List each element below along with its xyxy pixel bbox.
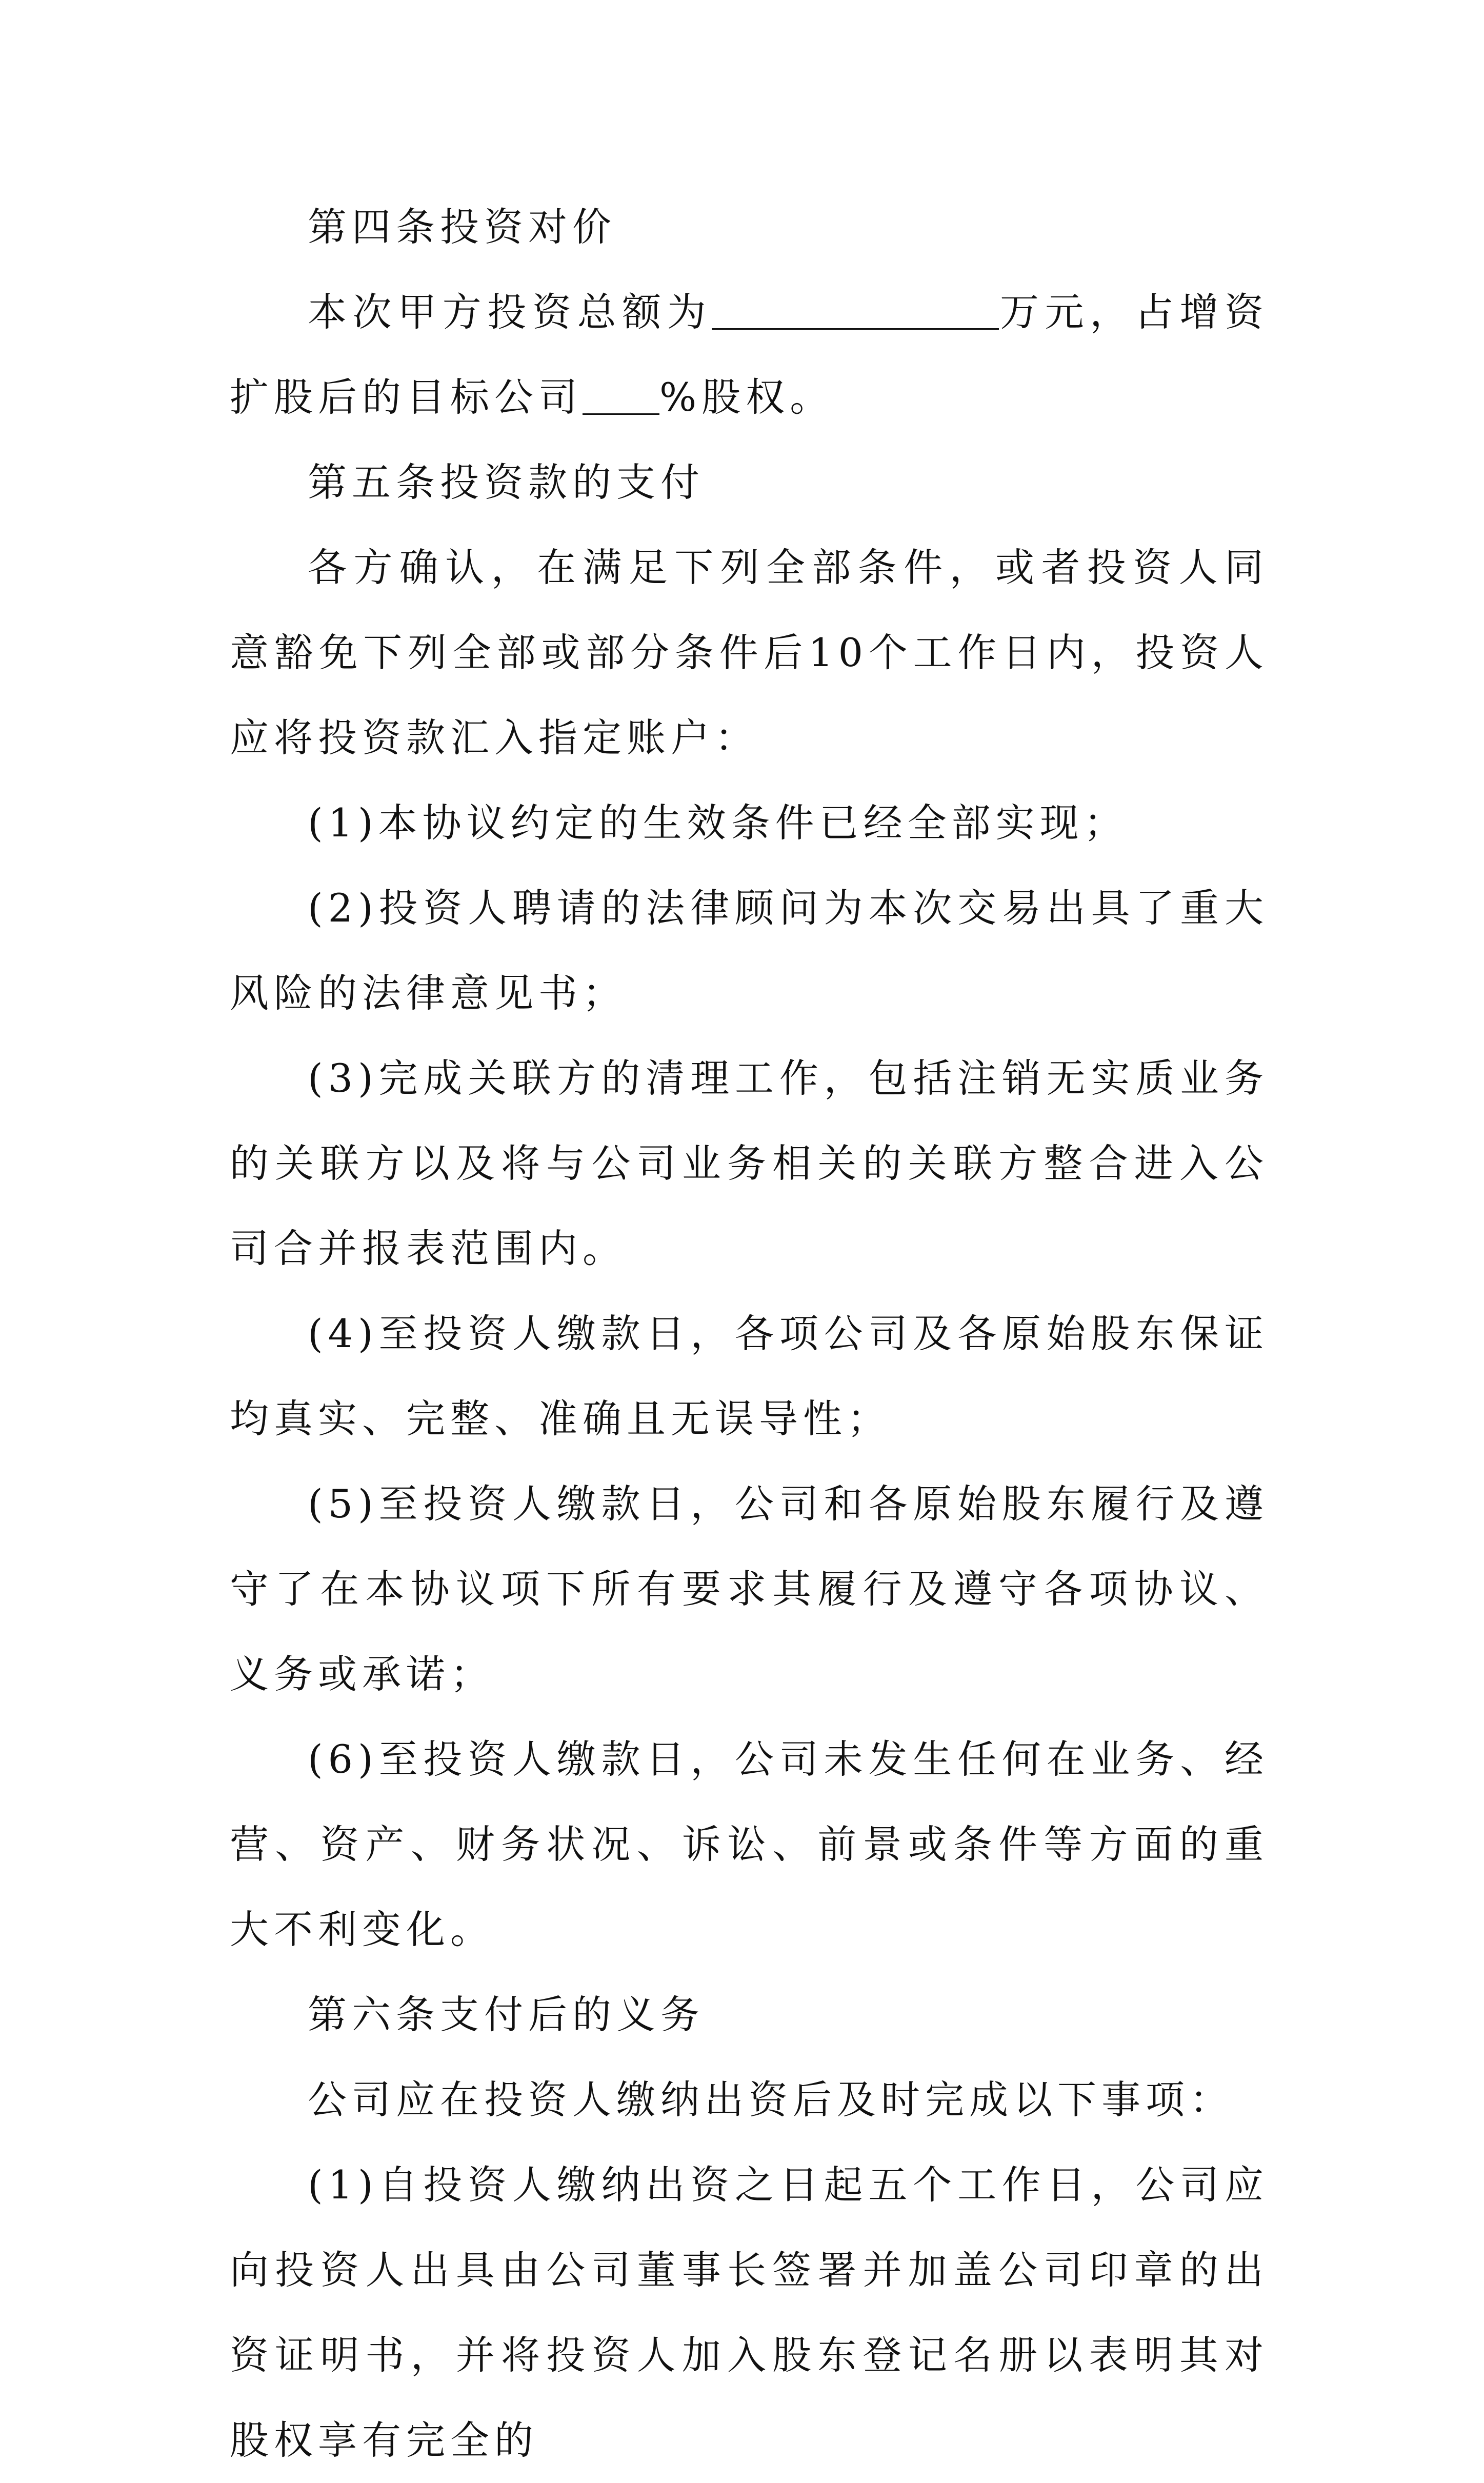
article5-item-4: (4)至投资人缴款日，各项公司及各原始股东保证均真实、完整、准确且无误导性； (230, 1311, 1269, 1441)
article6-intro: 公司应在投资人缴纳出资后及时完成以下事项： (308, 2077, 1234, 2122)
amount-prefix: 本次甲方投资总额为 (308, 289, 712, 335)
article5-item-5: (5)至投资人缴款日，公司和各原始股东履行及遵守了在本协议项下所有要求其履行及遵守各项协议、义务或承诺； (230, 1481, 1269, 1697)
amount-blank (712, 293, 999, 329)
article5-item-1: (1)本协议约定的生效条件已经全部实现； (308, 800, 1128, 846)
amount-suffix: 万元，占增资扩股后的目标公司 (230, 289, 1269, 420)
article5-item-2: (2)投资人聘请的法律顾问为本次交易出具了重大风险的法律意见书； (230, 885, 1269, 1016)
percent-suffix: %股权。 (659, 374, 834, 420)
article5-item-6: (6)至投资人缴款日，公司未发生任何在业务、经营、资产、财务状况、诉讼、前景或条件等方面的重大不利变化。 (230, 1736, 1269, 1952)
article5-item-3: (3)完成关联方的清理工作，包括注销无实质业务的关联方以及将与公司业务相关的关联方整合进入公司合并报表范围内。 (230, 1055, 1269, 1271)
article6-item-1: (1)自投资人缴纳出资之日起五个工作日，公司应向投资人出具由公司董事长签署并加盖公司印章的出资证明书，并将投资人加入股东登记名册以表明其对股权享有完全的 (230, 2162, 1269, 2463)
document-body (230, 185, 1269, 2483)
percent-blank (583, 378, 659, 414)
article5-title: 第五条投资款的支付 (308, 459, 705, 505)
article5-intro: 各方确认，在满足下列全部条件，或者投资人同意豁免下列全部或部分条件后10个工作日内，投资人应将投资款汇入指定账户： (230, 545, 1269, 760)
article4-title: 第四条投资对价 (308, 204, 616, 250)
article4-investment-amount (230, 270, 1269, 440)
article6-title: 第六条支付后的义务 (308, 1992, 705, 2037)
